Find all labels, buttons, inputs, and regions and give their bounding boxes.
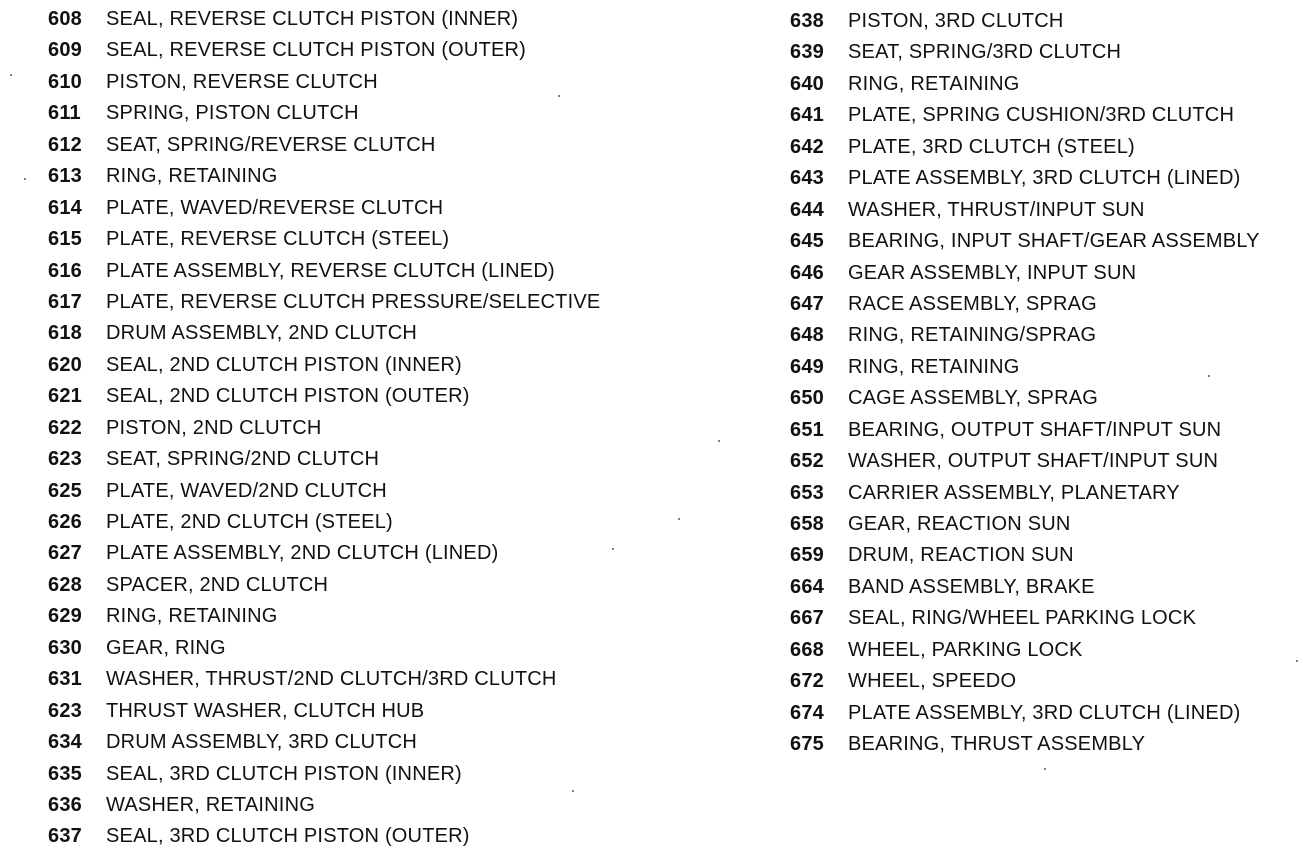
part-description: PLATE ASSEMBLY, 3RD CLUTCH (LINED) (848, 701, 1241, 724)
part-row (48, 444, 688, 475)
part-description: DRUM ASSEMBLY, 2ND CLUTCH (106, 322, 417, 345)
part-description: THRUST WASHER, CLUTCH HUB (106, 699, 425, 722)
part-description: RING, RETAINING/SPRAG (848, 324, 1097, 347)
part-number: 630 (48, 636, 82, 659)
part-description: PLATE ASSEMBLY, 3RD CLUTCH (LINED) (848, 167, 1241, 190)
part-description: PLATE ASSEMBLY, 2ND CLUTCH (LINED) (106, 542, 499, 565)
part-description: WHEEL, SPEEDO (848, 670, 1017, 693)
part-description: GEAR ASSEMBLY, INPUT SUN (848, 261, 1137, 284)
part-description: SEAT, SPRING/3RD CLUTCH (848, 41, 1122, 64)
part-row (48, 821, 688, 852)
part-description: BAND ASSEMBLY, BRAKE (848, 575, 1095, 598)
part-description: DRUM, REACTION SUN (848, 544, 1074, 567)
part-row (48, 4, 688, 35)
part-description: SPRING, PISTON CLUTCH (106, 102, 359, 125)
part-row (48, 601, 688, 632)
part-row (790, 572, 1310, 603)
part-number: 627 (48, 542, 82, 565)
part-description: WHEEL, PARKING LOCK (848, 638, 1083, 661)
part-description: RING, RETAINING (848, 72, 1020, 95)
part-row (790, 258, 1310, 289)
part-number: 637 (48, 825, 82, 848)
part-row (790, 352, 1310, 383)
part-number: 646 (790, 261, 824, 284)
part-row (48, 633, 688, 664)
part-description: BEARING, THRUST ASSEMBLY (848, 733, 1146, 756)
part-description: SEAT, SPRING/REVERSE CLUTCH (106, 133, 436, 156)
part-row (48, 696, 688, 727)
part-number: 611 (48, 102, 81, 125)
part-row (48, 67, 688, 98)
part-description: SEAL, RING/WHEEL PARKING LOCK (848, 607, 1197, 630)
part-number: 664 (790, 575, 824, 598)
part-description: DRUM ASSEMBLY, 3RD CLUTCH (106, 731, 417, 754)
part-number: 623 (48, 699, 82, 722)
part-description: SEAL, 2ND CLUTCH PISTON (OUTER) (106, 385, 470, 408)
part-number: 651 (790, 418, 824, 441)
part-number: 613 (48, 165, 82, 188)
part-row (790, 509, 1310, 540)
part-description: SEAL, REVERSE CLUTCH PISTON (OUTER) (106, 39, 527, 62)
part-description: PLATE, SPRING CUSHION/3RD CLUTCH (848, 104, 1235, 127)
part-number: 610 (48, 70, 82, 93)
part-description: SEAL, 3RD CLUTCH PISTON (OUTER) (106, 825, 470, 848)
part-row (790, 69, 1310, 100)
scan-speck (1208, 375, 1210, 377)
part-row (790, 289, 1310, 320)
part-row (790, 132, 1310, 163)
part-number: 617 (48, 290, 82, 313)
part-number: 675 (790, 733, 824, 756)
part-description: WASHER, RETAINING (106, 793, 315, 816)
part-row (790, 163, 1310, 194)
part-description: RING, RETAINING (848, 355, 1020, 378)
part-row (48, 727, 688, 758)
part-row (48, 759, 688, 790)
part-number: 609 (48, 39, 82, 62)
scan-speck (558, 95, 560, 97)
part-number: 628 (48, 573, 82, 596)
part-number: 625 (48, 479, 82, 502)
part-row (48, 256, 688, 287)
part-number: 647 (790, 292, 824, 315)
part-row (48, 476, 688, 507)
part-number: 668 (790, 638, 824, 661)
part-description: PLATE, REVERSE CLUTCH PRESSURE/SELECTIVE (106, 290, 601, 313)
part-number: 634 (48, 731, 82, 754)
part-number: 642 (790, 135, 824, 158)
part-row (48, 318, 688, 349)
part-row (48, 224, 688, 255)
part-description: BEARING, OUTPUT SHAFT/INPUT SUN (848, 418, 1222, 441)
part-number: 616 (48, 259, 82, 282)
part-description: WASHER, THRUST/INPUT SUN (848, 198, 1145, 221)
part-number: 649 (790, 355, 824, 378)
part-number: 658 (790, 513, 824, 535)
part-number: 639 (790, 41, 824, 64)
part-description: PISTON, 3RD CLUTCH (848, 10, 1064, 32)
scan-speck (718, 440, 720, 442)
part-row (790, 446, 1310, 477)
part-description: GEAR, REACTION SUN (848, 513, 1071, 535)
part-number: 629 (48, 605, 82, 628)
part-description: SEAT, SPRING/2ND CLUTCH (106, 448, 380, 471)
part-row (790, 540, 1310, 571)
part-description: SEAL, REVERSE CLUTCH PISTON (INNER) (106, 8, 519, 30)
part-row (48, 161, 688, 192)
part-description: PLATE ASSEMBLY, REVERSE CLUTCH (LINED) (106, 259, 555, 282)
part-description: PLATE, REVERSE CLUTCH (STEEL) (106, 228, 450, 251)
part-number: 659 (790, 544, 824, 567)
part-row (48, 507, 688, 538)
part-description: RING, RETAINING (106, 165, 278, 188)
scan-speck (572, 790, 574, 792)
part-row (48, 350, 688, 381)
part-number: 620 (48, 353, 82, 376)
scan-speck (612, 548, 614, 550)
part-row (790, 226, 1310, 257)
part-number: 643 (790, 167, 824, 190)
part-description: RING, RETAINING (106, 605, 278, 628)
part-number: 612 (48, 133, 82, 156)
part-number: 648 (790, 324, 824, 347)
part-description: SEAL, 2ND CLUTCH PISTON (INNER) (106, 353, 462, 376)
scan-speck (24, 178, 26, 180)
scan-speck (10, 74, 12, 76)
part-number: 615 (48, 228, 82, 251)
part-row (48, 130, 688, 161)
scan-speck (678, 518, 680, 520)
part-row (48, 790, 688, 821)
part-row (790, 195, 1310, 226)
part-description: PLATE, 3RD CLUTCH (STEEL) (848, 135, 1135, 158)
part-description: BEARING, INPUT SHAFT/GEAR ASSEMBLY (848, 230, 1260, 253)
part-row (790, 666, 1310, 697)
part-description: GEAR, RING (106, 636, 226, 659)
scan-speck (1296, 660, 1298, 662)
part-row (48, 193, 688, 224)
part-row (48, 35, 688, 66)
part-description: SEAL, 3RD CLUTCH PISTON (INNER) (106, 762, 462, 785)
part-description: PLATE, 2ND CLUTCH (STEEL) (106, 511, 393, 533)
part-row (790, 698, 1310, 729)
part-description: PLATE, WAVED/REVERSE CLUTCH (106, 196, 444, 219)
part-number: 652 (790, 450, 824, 473)
part-number: 641 (790, 104, 824, 127)
part-number: 631 (48, 668, 82, 691)
part-row (48, 570, 688, 601)
part-row (48, 538, 688, 569)
part-description: RACE ASSEMBLY, SPRAG (848, 292, 1097, 315)
part-number: 614 (48, 196, 82, 219)
part-number: 645 (790, 230, 824, 253)
part-number: 667 (790, 607, 824, 630)
part-description: CAGE ASSEMBLY, SPRAG (848, 387, 1099, 410)
part-number: 635 (48, 762, 82, 785)
part-number: 622 (48, 416, 82, 439)
part-row (790, 729, 1310, 760)
part-number: 636 (48, 793, 82, 816)
part-description: SPACER, 2ND CLUTCH (106, 573, 329, 596)
part-row (48, 98, 688, 129)
part-number: 653 (790, 481, 824, 504)
part-row (48, 381, 688, 412)
part-row (48, 287, 688, 318)
part-number: 640 (790, 72, 824, 95)
part-row (790, 37, 1310, 68)
part-row (48, 664, 688, 695)
part-row (790, 635, 1310, 666)
part-description: PLATE, WAVED/2ND CLUTCH (106, 479, 387, 502)
parts-list-right-column (790, 6, 1310, 761)
scan-speck (1044, 768, 1046, 770)
part-number: 626 (48, 511, 82, 533)
part-description: WASHER, OUTPUT SHAFT/INPUT SUN (848, 450, 1219, 473)
part-description: WASHER, THRUST/2ND CLUTCH/3RD CLUTCH (106, 668, 557, 691)
part-row (790, 383, 1310, 414)
part-number: 618 (48, 322, 82, 345)
part-number: 644 (790, 198, 824, 221)
part-row (790, 415, 1310, 446)
part-number: 650 (790, 387, 824, 410)
part-description: PISTON, 2ND CLUTCH (106, 416, 322, 439)
part-number: 672 (790, 670, 824, 693)
part-row (790, 478, 1310, 509)
part-number: 621 (48, 385, 82, 408)
part-row (790, 6, 1310, 37)
part-row (790, 603, 1310, 634)
part-description: CARRIER ASSEMBLY, PLANETARY (848, 481, 1180, 504)
part-description: PISTON, REVERSE CLUTCH (106, 70, 378, 93)
part-row (790, 320, 1310, 351)
part-number: 638 (790, 10, 824, 32)
part-row (790, 100, 1310, 131)
part-number: 623 (48, 448, 82, 471)
part-row (48, 413, 688, 444)
part-number: 608 (48, 8, 82, 30)
parts-list-left-column (48, 4, 688, 853)
part-number: 674 (790, 701, 824, 724)
